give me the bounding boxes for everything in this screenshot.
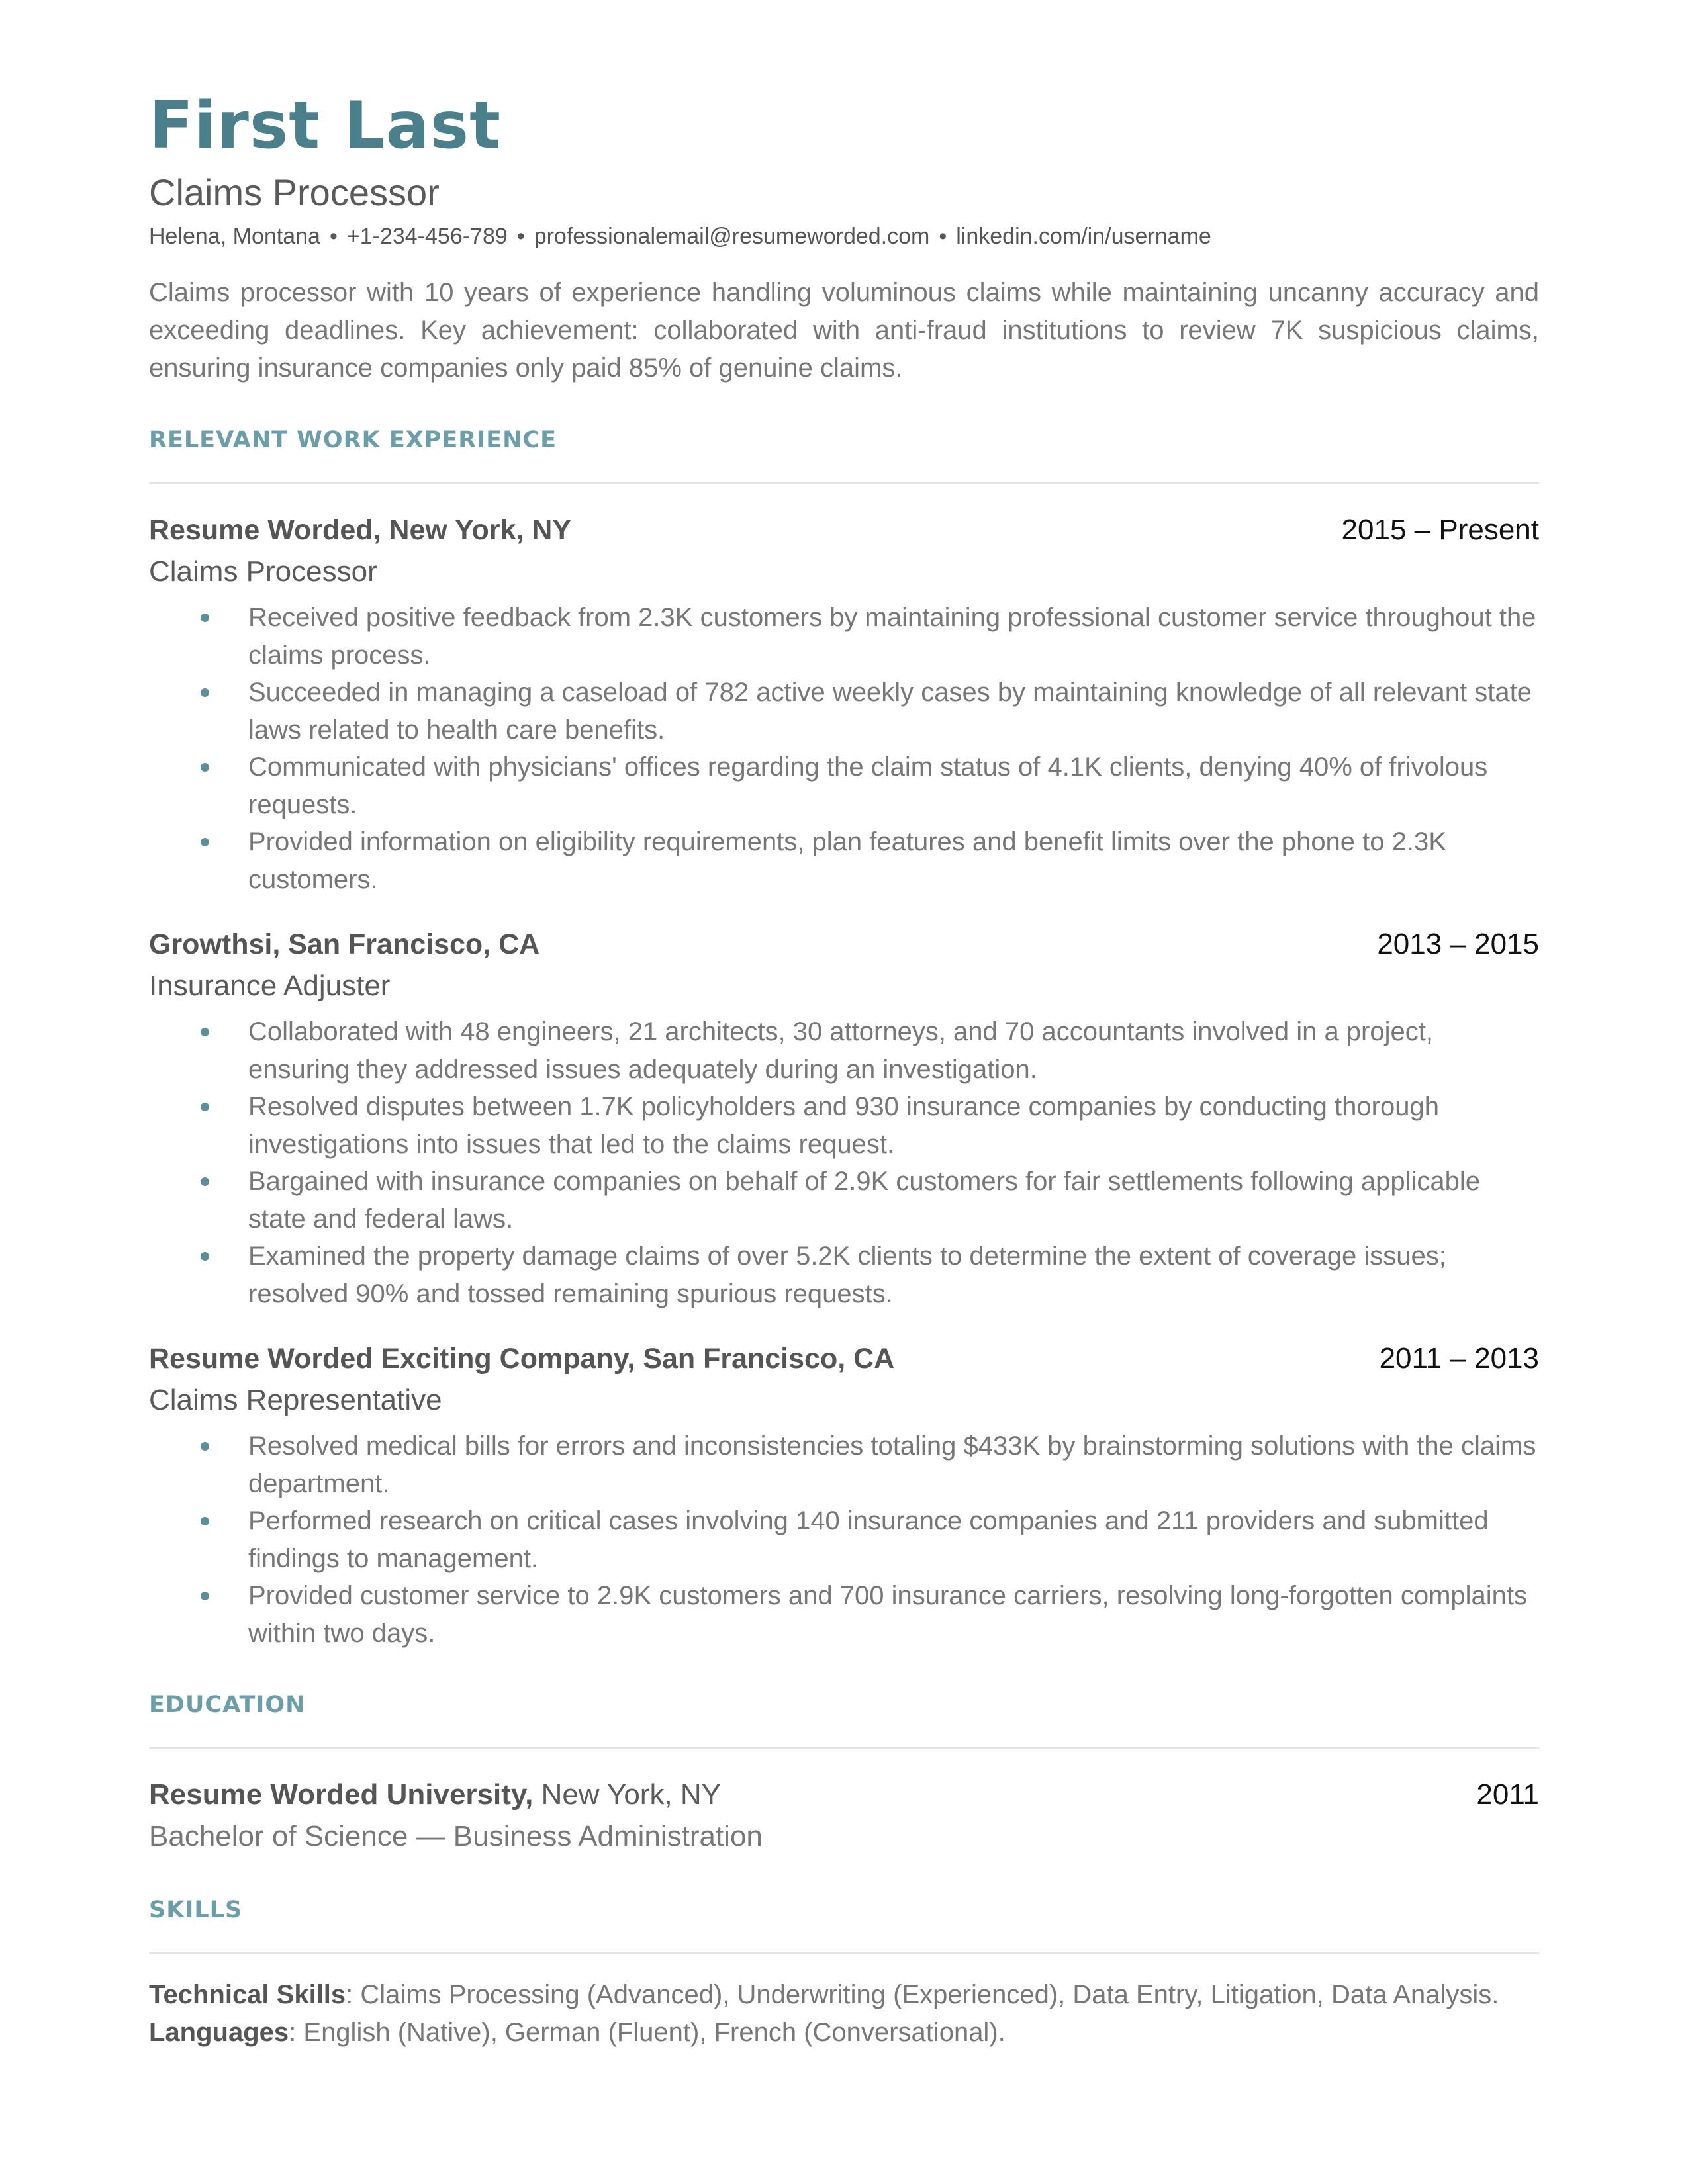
job-header <box>149 923 1539 966</box>
job-entry <box>149 923 1539 1312</box>
bullet-text: Provided customer service to 2.9K customers and 700 insurance carriers, resolving long-forgotten complaints within two days. <box>248 1581 1528 1648</box>
section-divider <box>149 1952 1539 1954</box>
bullet-text: Communicated with physicians' offices regarding the claim status of 4.1K clients, denying 40% of frivolous requests. <box>248 752 1488 819</box>
job-company: Resume Worded Exciting Company, San Francisco, CA <box>149 1343 895 1375</box>
section-divider <box>149 1747 1539 1749</box>
bullet-text: Collaborated with 48 engineers, 21 architects, 30 attorneys, and 70 accountants involved in a project, ensuring they addressed issues adequately during an investigation. <box>248 1017 1433 1084</box>
candidate-title: Claims Processor <box>149 171 440 213</box>
bullet-item <box>149 1238 1539 1312</box>
job-dates: 2011 – 2013 <box>1379 1342 1539 1375</box>
skills-languages-label: Languages <box>149 2018 289 2047</box>
bullet-dot-icon <box>201 1252 209 1261</box>
job-role: Insurance Adjuster <box>149 970 391 1002</box>
job-entry <box>149 1338 1539 1652</box>
bullet-dot-icon <box>201 1517 209 1525</box>
education-year: 2011 <box>1476 1778 1539 1811</box>
bullet-text: Resolved medical bills for errors and inconsistencies totaling $433K by brainstorming solutions with the claims department. <box>248 1432 1536 1498</box>
bullet-item <box>149 1502 1539 1577</box>
bullet-item <box>149 674 1539 749</box>
bullet-text: Examined the property damage claims of over 5.2K clients to determine the extent of coverage issues; resolved 90% and tossed remaining spurious requests. <box>248 1242 1446 1308</box>
bullet-dot-icon <box>201 1592 209 1600</box>
bullet-text: Bargained with insurance companies on behalf of 2.9K customers for fair settlements following applicable state and federal laws. <box>248 1167 1481 1234</box>
job-bullets <box>149 1428 1539 1652</box>
contact-separator: • <box>329 224 338 249</box>
job-role: Claims Representative <box>149 1384 442 1416</box>
contact-location: Helena, Montana <box>149 224 320 249</box>
contact-linkedin[interactable]: linkedin.com/in/username <box>956 224 1211 249</box>
skills-technical-label: Technical Skills <box>149 1980 346 2009</box>
bullet-item <box>149 1577 1539 1652</box>
bullet-item <box>149 749 1539 823</box>
skills-block <box>149 1976 1539 2052</box>
skills-technical-value: : Claims Processing (Advanced), Underwriting (Experienced), Data Entry, Litigation, Data Analysis. <box>346 1980 1499 2009</box>
bullet-item <box>149 823 1539 898</box>
bullet-item <box>149 1088 1539 1163</box>
education-school: Resume Worded University, <box>149 1778 534 1811</box>
summary-paragraph: Claims processor with 10 years of experience handling voluminous claims while maintaining uncanny accuracy and exceeding deadlines. Key achievement: collaborated with anti-fraud institutions to review 7K suspicious claims, ensuring insurance companies only paid 85% of genuine claims. <box>149 278 1539 383</box>
contact-separator: • <box>516 224 525 249</box>
bullet-text: Provided information on eligibility requirements, plan features and benefit limits over the phone to 2.3K customers. <box>248 827 1446 894</box>
job-bullets <box>149 1013 1539 1312</box>
skills-technical-line <box>149 1976 1539 2014</box>
job-entry <box>149 509 1539 898</box>
bullet-dot-icon <box>201 1442 209 1451</box>
education-header <box>149 1774 1539 1816</box>
education-location: New York, NY <box>541 1778 722 1811</box>
bullet-dot-icon <box>201 763 209 772</box>
contact-phone[interactable]: +1-234-456-789 <box>346 224 508 249</box>
contact-line <box>149 220 1539 253</box>
contact-separator: • <box>939 224 947 249</box>
bullet-text: Resolved disputes between 1.7K policyholders and 930 insurance companies by conducting thorough investigations into issues that led to the claims request. <box>248 1092 1439 1159</box>
bullet-text: Succeeded in managing a caseload of 782 active weekly cases by maintaining knowledge of all relevant state laws related to health care benefits. <box>248 678 1532 745</box>
education-institution <box>149 1774 721 1816</box>
bullet-dot-icon <box>201 614 209 622</box>
resume-page <box>149 86 1539 2052</box>
bullet-item <box>149 599 1539 674</box>
bullet-text: Received positive feedback from 2.3K customers by maintaining professional customer service throughout the claims process. <box>248 603 1536 670</box>
job-header <box>149 509 1539 551</box>
contact-email[interactable]: professionalemail@resumeworded.com <box>534 224 930 249</box>
bullet-dot-icon <box>201 1028 209 1036</box>
section-divider <box>149 482 1539 484</box>
section-heading-education: EDUCATION <box>149 1692 306 1718</box>
section-heading-experience: RELEVANT WORK EXPERIENCE <box>149 427 557 453</box>
bullet-dot-icon <box>201 1103 209 1111</box>
bullet-text: Performed research on critical cases involving 140 insurance companies and 211 providers and submitted findings to management. <box>248 1506 1489 1573</box>
job-dates: 2013 – 2015 <box>1377 928 1539 960</box>
bullet-dot-icon <box>201 1177 209 1186</box>
bullet-item <box>149 1428 1539 1502</box>
job-company: Resume Worded, New York, NY <box>149 514 572 546</box>
bullet-item <box>149 1013 1539 1088</box>
job-dates: 2015 – Present <box>1341 514 1539 546</box>
bullet-dot-icon <box>201 838 209 846</box>
job-bullets <box>149 599 1539 898</box>
skills-languages-line <box>149 2014 1539 2052</box>
bullet-item <box>149 1163 1539 1238</box>
education-degree: Bachelor of Science — Business Administration <box>149 1820 763 1852</box>
job-header <box>149 1338 1539 1380</box>
candidate-name: First Last <box>149 88 501 163</box>
bullet-dot-icon <box>201 688 209 697</box>
job-company: Growthsi, San Francisco, CA <box>149 929 540 960</box>
skills-languages-value: : English (Native), German (Fluent), French (Conversational). <box>289 2018 1006 2047</box>
job-role: Claims Processor <box>149 555 377 588</box>
section-heading-skills: SKILLS <box>149 1897 243 1923</box>
